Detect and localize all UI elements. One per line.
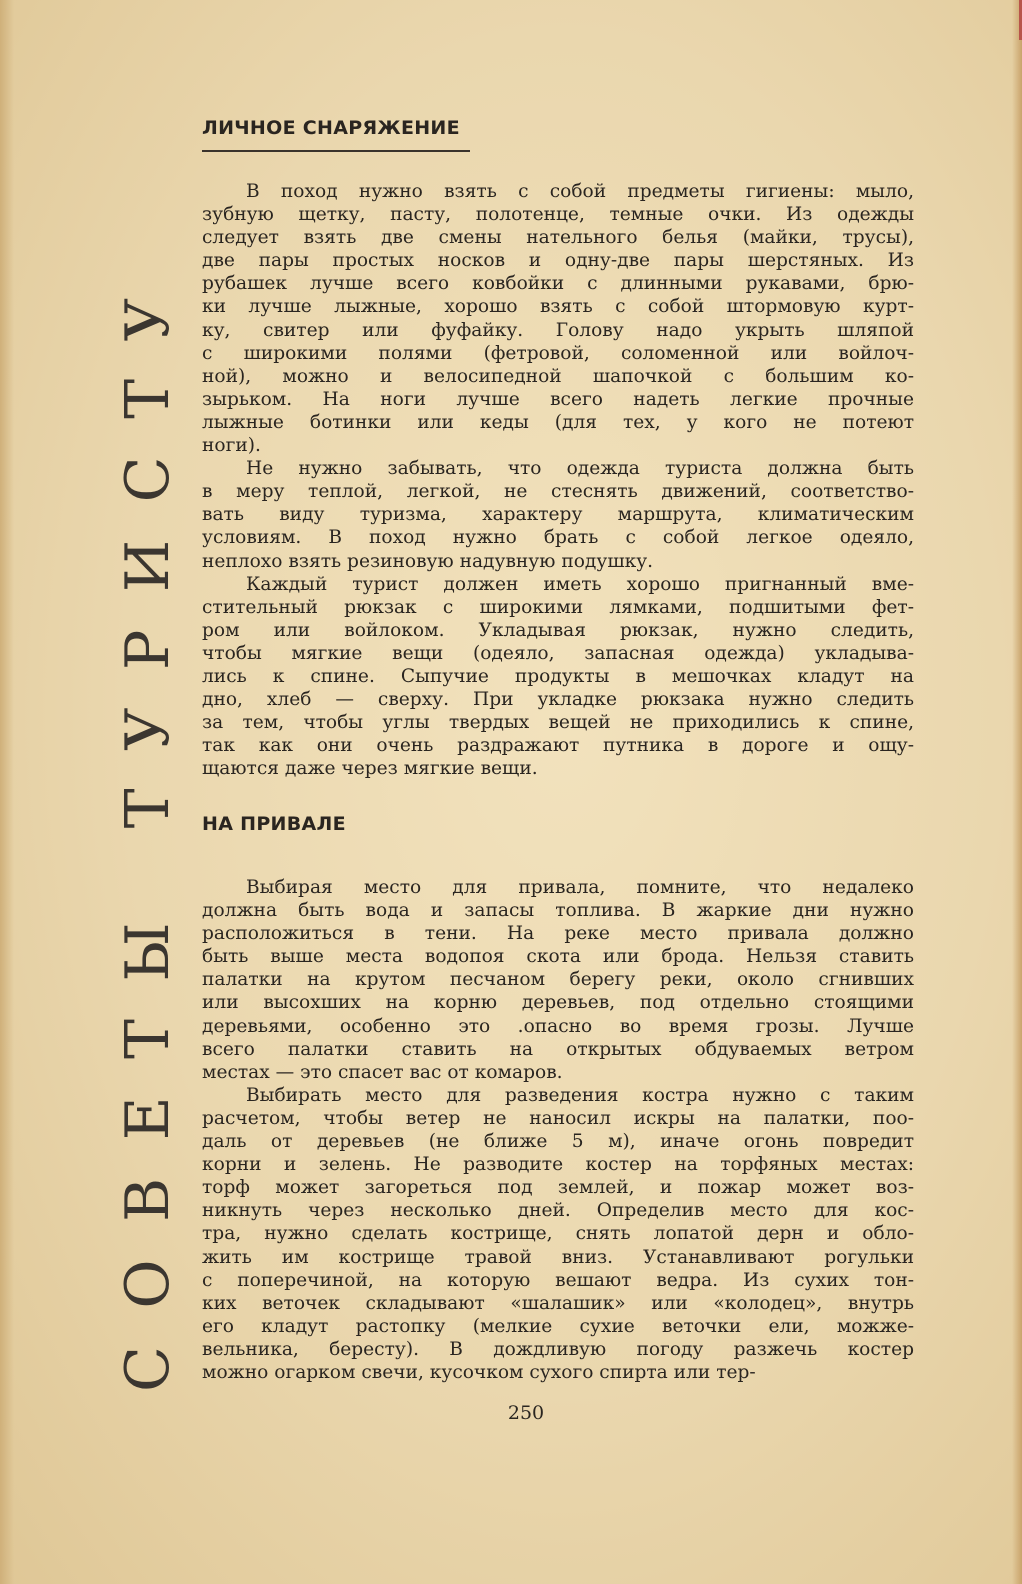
- paragraph: [202, 180, 914, 457]
- section-personal-gear: [202, 116, 914, 780]
- text-line: расчетом, чтобы ветер не наносил искры на палатки, поо-: [202, 1107, 914, 1129]
- text-line: две пары простых носков и одну-две пары шерстяных. Из: [202, 250, 914, 272]
- text-line: зырьком. На ноги лучше всего надеть легкие прочные: [202, 388, 914, 410]
- text-line: Выбирая место для привала, помните, что недалеко: [246, 877, 914, 898]
- text-line: торф может загореться под землей, и пожар может воз-: [202, 1177, 914, 1199]
- page-edge-shadow-right: [1012, 0, 1022, 1584]
- paragraph: [202, 457, 914, 572]
- text-line: дно, хлеб — сверху. При укладке рюкзака нужно следить: [202, 689, 914, 711]
- text-line: лись к спине. Сыпучие продукты в мешочках кладут на: [202, 665, 914, 687]
- text-line: деревьями, особенно это .опасно во время грозы. Лучше: [202, 1015, 914, 1037]
- text-line: ких веточек складывают «шалашик» или «колодец», внутрь: [202, 1292, 914, 1314]
- text-line: неплохо взять резиновую надувную подушку.: [202, 550, 654, 572]
- text-line: Каждый турист должен иметь хорошо пригнанный вме-: [246, 573, 914, 595]
- paragraph: [202, 876, 914, 1084]
- paragraph: [202, 573, 914, 781]
- text-line: лыжные ботинки или кеды (для тех, у кого не потеют: [202, 411, 914, 433]
- text-line: так как они очень раздражают путника в дороге и ощу-: [202, 735, 914, 757]
- text-line: ку, свитер или фуфайку. Голову надо укрыть шляпой: [202, 319, 914, 341]
- text-line: его кладут растопку (мелкие сухие веточки ели, можже-: [202, 1315, 914, 1337]
- text-line: Не нужно забывать, что одежда туриста должна быть: [246, 458, 914, 480]
- text-line: В поход нужно взять с собой предметы гигиены: мыло,: [246, 181, 914, 202]
- text-line: рубашек лучше всего ковбойки с длинными рукавами, брю-: [202, 273, 914, 295]
- text-line: вельника, бересту). В дождливую погоду разжечь костер: [202, 1338, 914, 1360]
- text-line: вать виду туризма, характеру маршрута, климатическим: [202, 504, 914, 526]
- text-line: Выбирать место для разведения костра нужно с таким: [246, 1084, 914, 1106]
- text-line: палатки на крутом песчаном берегу реки, около сгнивших: [202, 969, 914, 991]
- text-line: должна быть вода и запасы топлива. В жаркие дни нужно: [202, 900, 914, 922]
- text-line: условиям. В поход нужно брать с собой легкое одеяло,: [202, 527, 914, 549]
- heading-underline: [202, 150, 470, 152]
- text-line: ки лучше лыжные, хорошо взять с собой штормовую курт-: [202, 296, 914, 318]
- text-line: быть выше места водопоя скота или брода. Нельзя ставить: [202, 946, 914, 968]
- text-line: тра, нужно сделать кострище, снять лопатой дерн и обло-: [202, 1223, 914, 1245]
- text-line: ром или войлоком. Укладывая рюкзак, нужно следить,: [202, 619, 914, 641]
- text-line: даль от деревьев (не ближе 5 м), иначе огонь повредит: [202, 1131, 914, 1153]
- section-body: [202, 180, 914, 780]
- text-line: в меру теплой, легкой, не стеснять движений, соответство-: [202, 481, 914, 503]
- text-line: корни и зелень. Не разводите костер на торфяных местах:: [202, 1154, 914, 1176]
- text-line: с поперечиной, на которую вешают ведра. Из сухих тон-: [202, 1269, 914, 1291]
- text-line: можно огарком свечи, кусочком сухого спирта или тер-: [202, 1361, 756, 1383]
- page-number: 250: [507, 1402, 545, 1424]
- text-line: или высохших на корню деревьев, под отдельно стоящими: [202, 992, 914, 1014]
- section-heading: ЛИЧНОЕ СНАРЯЖЕНИЕ: [202, 117, 460, 139]
- paragraph: [202, 1084, 914, 1384]
- section-body: [202, 876, 914, 1384]
- text-line: местах — это спасет вас от комаров.: [202, 1061, 563, 1083]
- text-line: с широкими полями (фетровой, соломенной или войлоч-: [202, 342, 914, 364]
- text-line: расположиться в тени. На реке место привала должно: [202, 923, 914, 945]
- section-at-rest-stop: [202, 812, 914, 1383]
- page-edge-shadow-left: [0, 0, 14, 1584]
- text-line: ноги).: [202, 435, 261, 457]
- text-line: никнуть через несколько дней. Определив место для кос-: [202, 1200, 914, 1222]
- text-line: всего палатки ставить на открытых обдуваемых ветром: [202, 1038, 914, 1060]
- text-line: ной), можно и велосипедной шапочкой с большим ко-: [202, 365, 914, 387]
- section-heading: НА ПРИВАЛЕ: [202, 813, 346, 835]
- text-line: стительный рюкзак с широкими лямками, подшитыми фет-: [202, 596, 914, 618]
- text-line: за тем, чтобы углы твердых вещей не приходились к спине,: [202, 712, 914, 734]
- text-line: щаются даже через мягкие вещи.: [202, 758, 538, 780]
- text-line: следует взять две смены нательного белья (майки, трусы),: [202, 227, 914, 249]
- text-line: жить им кострище травой вниз. Устанавливают рогульки: [202, 1246, 914, 1268]
- vertical-side-title: СОВЕТЫ ТУРИСТУ: [113, 260, 183, 1392]
- text-line: зубную щетку, пасту, полотенце, темные очки. Из одежды: [202, 204, 914, 226]
- text-line: чтобы мягкие вещи (одеяло, запасная одежда) укладыва-: [202, 642, 914, 664]
